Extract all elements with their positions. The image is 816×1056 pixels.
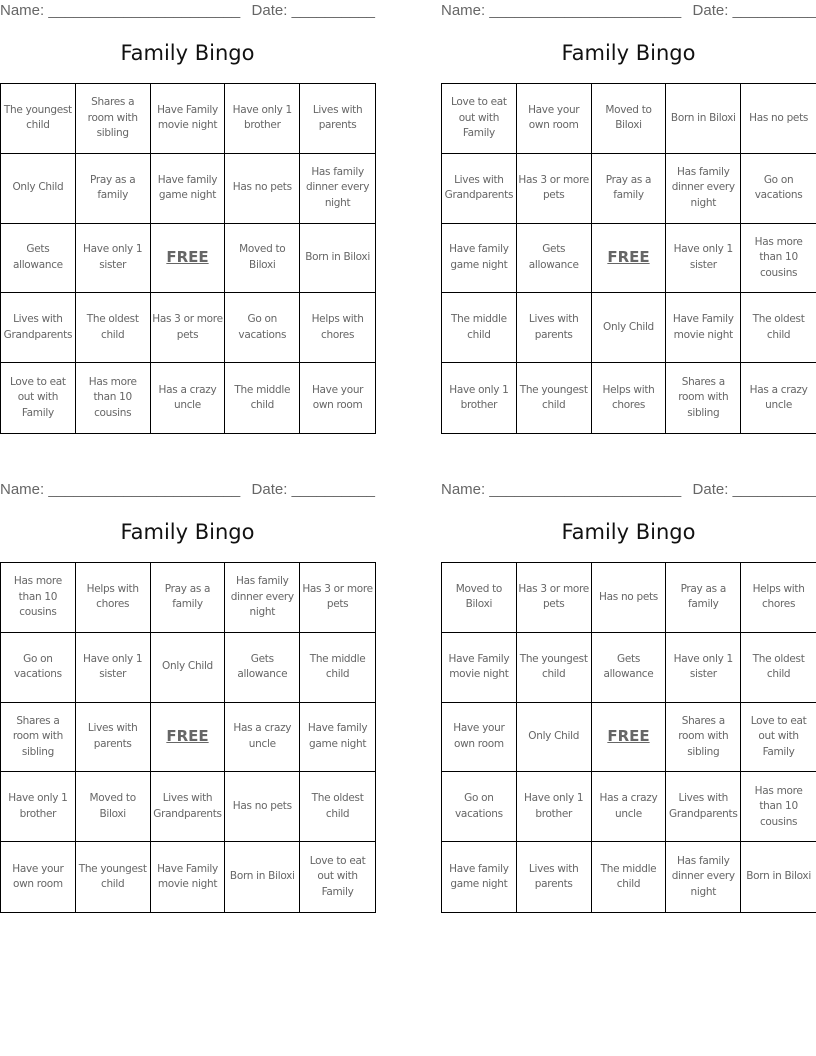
bingo-cell: Has 3 or more pets bbox=[151, 293, 226, 363]
bingo-cell: Has family dinner every night bbox=[666, 154, 741, 224]
bingo-cell: Has 3 or more pets bbox=[517, 154, 592, 224]
bingo-cell: Shares a room with sibling bbox=[1, 703, 76, 773]
bingo-cell: The middle child bbox=[300, 633, 375, 703]
date-field: Date: __________ bbox=[251, 481, 375, 498]
bingo-cell: Love to eat out with Family bbox=[442, 84, 517, 154]
bingo-cell: Go on vacations bbox=[442, 772, 517, 842]
bingo-cell: Has family dinner every night bbox=[225, 563, 300, 633]
bingo-cell: Have only 1 brother bbox=[225, 84, 300, 154]
bingo-cell: Has more than 10 cousins bbox=[1, 563, 76, 633]
bingo-cell: Have your own room bbox=[517, 84, 592, 154]
bingo-cell: Has a crazy uncle bbox=[592, 772, 667, 842]
bingo-cell: Only Child bbox=[592, 293, 667, 363]
bingo-cell: Pray as a family bbox=[76, 154, 151, 224]
free-space: FREE bbox=[592, 703, 667, 773]
bingo-cell: Born in Biloxi bbox=[300, 224, 375, 294]
bingo-cell: Have your own room bbox=[1, 842, 76, 912]
bingo-cell: Have Family movie night bbox=[666, 293, 741, 363]
name-field: Name: _______________________ bbox=[0, 2, 241, 19]
bingo-cell: The oldest child bbox=[76, 293, 151, 363]
bingo-cell: Have only 1 brother bbox=[442, 363, 517, 433]
bingo-cell: Love to eat out with Family bbox=[309, 854, 366, 898]
bingo-cell: Lives with Grandparents bbox=[1, 293, 76, 363]
bingo-cell: Moved to Biloxi bbox=[76, 772, 151, 842]
bingo-cell: Have only 1 sister bbox=[76, 224, 151, 294]
bingo-cell: Moved to Biloxi bbox=[225, 224, 300, 294]
bingo-grid bbox=[0, 83, 376, 434]
bingo-cell: Have only 1 brother bbox=[517, 772, 592, 842]
bingo-cell: Pray as a family bbox=[592, 154, 667, 224]
bingo-cell: Helps with chores bbox=[76, 563, 151, 633]
bingo-cell: Has a crazy uncle bbox=[151, 363, 226, 433]
bingo-cell: Lives with parents bbox=[76, 703, 151, 773]
bingo-cell: Have your own room bbox=[311, 383, 364, 412]
bingo-cell: Go on vacations bbox=[1, 633, 76, 703]
bingo-cell: Has family dinner every night bbox=[300, 154, 375, 224]
card-title: Family Bingo bbox=[561, 41, 696, 65]
bingo-cell: Have your own room bbox=[442, 703, 517, 773]
free-space: FREE bbox=[592, 224, 667, 294]
bingo-cell: The middle child bbox=[442, 293, 517, 363]
bingo-cell: Has no pets bbox=[592, 563, 667, 633]
bingo-cell: Only Child bbox=[1, 154, 76, 224]
bingo-grid bbox=[0, 562, 376, 913]
bingo-cell: Lives with Grandparents bbox=[151, 772, 226, 842]
bingo-cell: Go on vacations bbox=[741, 154, 816, 224]
bingo-cell: The youngest child bbox=[1, 84, 76, 154]
bingo-cell: Has no pets bbox=[225, 772, 300, 842]
bingo-cell: Have Family movie night bbox=[151, 84, 226, 154]
bingo-cell: Go on vacations bbox=[225, 293, 300, 363]
bingo-cell: Only Child bbox=[151, 633, 226, 703]
bingo-cell: Have Family movie night bbox=[442, 633, 517, 703]
bingo-cell: The oldest child bbox=[300, 772, 375, 842]
date-field: Date: __________ bbox=[692, 2, 816, 19]
bingo-cell: Has more than 10 cousins bbox=[76, 363, 151, 433]
bingo-cell: Have family game night bbox=[300, 703, 375, 773]
date-field: Date: __________ bbox=[692, 481, 816, 498]
bingo-grid bbox=[441, 562, 816, 913]
bingo-cell: Gets allowance bbox=[592, 633, 667, 703]
bingo-cell: The middle child bbox=[592, 842, 667, 912]
free-space: FREE bbox=[151, 224, 226, 294]
bingo-cell: Have only 1 brother bbox=[1, 772, 76, 842]
bingo-cell: Have only 1 sister bbox=[666, 633, 741, 703]
bingo-cell: Moved to Biloxi bbox=[592, 84, 667, 154]
name-field: Name: _______________________ bbox=[441, 481, 682, 498]
bingo-cell: Shares a room with sibling bbox=[76, 84, 151, 154]
bingo-cell: Have family game night bbox=[151, 154, 226, 224]
bingo-cell: The middle child bbox=[225, 363, 300, 433]
bingo-cell: Love to eat out with Family bbox=[741, 703, 816, 773]
bingo-cell: Helps with chores bbox=[741, 563, 816, 633]
bingo-card bbox=[0, 0, 375, 440]
bingo-grid bbox=[441, 83, 816, 434]
bingo-cell: Born in Biloxi bbox=[746, 870, 811, 883]
bingo-cell: The oldest child bbox=[741, 293, 816, 363]
card-title: Family Bingo bbox=[561, 520, 696, 544]
bingo-cell: Moved to Biloxi bbox=[442, 563, 517, 633]
bingo-card bbox=[441, 0, 816, 440]
bingo-cell: The youngest child bbox=[517, 363, 592, 433]
bingo-cell: Have only 1 sister bbox=[76, 633, 151, 703]
bingo-cell: The oldest child bbox=[741, 633, 816, 703]
bingo-cell: The youngest child bbox=[517, 633, 592, 703]
bingo-cell: Lives with parents bbox=[517, 842, 592, 912]
name-field: Name: _______________________ bbox=[441, 2, 682, 19]
bingo-cell: Have family game night bbox=[442, 842, 517, 912]
bingo-cell: Have family game night bbox=[442, 224, 517, 294]
bingo-cell: Pray as a family bbox=[151, 563, 226, 633]
bingo-card bbox=[441, 479, 816, 919]
bingo-cell: Love to eat out with Family bbox=[1, 363, 76, 433]
bingo-cell: The youngest child bbox=[76, 842, 151, 912]
bingo-cell: Has no pets bbox=[741, 84, 816, 154]
bingo-cell: Has a crazy uncle bbox=[225, 703, 300, 773]
bingo-cell: Lives with parents bbox=[300, 84, 375, 154]
bingo-cell: Has more than 10 cousins bbox=[741, 772, 816, 842]
bingo-cell: Lives with Grandparents bbox=[666, 772, 741, 842]
bingo-cell: Helps with chores bbox=[592, 363, 667, 433]
bingo-cell: Pray as a family bbox=[666, 563, 741, 633]
bingo-cell: Shares a room with sibling bbox=[666, 703, 741, 773]
bingo-cell: Only Child bbox=[517, 703, 592, 773]
bingo-cell: Have only 1 sister bbox=[666, 224, 741, 294]
bingo-cell: Has more than 10 cousins bbox=[741, 224, 816, 294]
bingo-cell: Gets allowance bbox=[517, 224, 592, 294]
bingo-card bbox=[0, 479, 375, 919]
bingo-cell: Has a crazy uncle bbox=[749, 383, 808, 412]
card-title: Family Bingo bbox=[120, 41, 255, 65]
free-space: FREE bbox=[151, 703, 226, 773]
name-field: Name: _______________________ bbox=[0, 481, 241, 498]
bingo-cell: Born in Biloxi bbox=[666, 84, 741, 154]
date-field: Date: __________ bbox=[251, 2, 375, 19]
bingo-cell: Born in Biloxi bbox=[225, 842, 300, 912]
bingo-cell: Lives with Grandparents bbox=[442, 154, 517, 224]
bingo-cell: Lives with parents bbox=[517, 293, 592, 363]
bingo-cell: Have Family movie night bbox=[151, 842, 226, 912]
bingo-cell: Has 3 or more pets bbox=[300, 563, 375, 633]
bingo-cell: Has family dinner every night bbox=[666, 842, 741, 912]
bingo-cell: Has no pets bbox=[225, 154, 300, 224]
bingo-cell: Helps with chores bbox=[300, 293, 375, 363]
bingo-cell: Gets allowance bbox=[1, 224, 76, 294]
bingo-cell: Gets allowance bbox=[225, 633, 300, 703]
bingo-cell: Shares a room with sibling bbox=[666, 363, 741, 433]
bingo-cell: Has 3 or more pets bbox=[517, 563, 592, 633]
card-title: Family Bingo bbox=[120, 520, 255, 544]
